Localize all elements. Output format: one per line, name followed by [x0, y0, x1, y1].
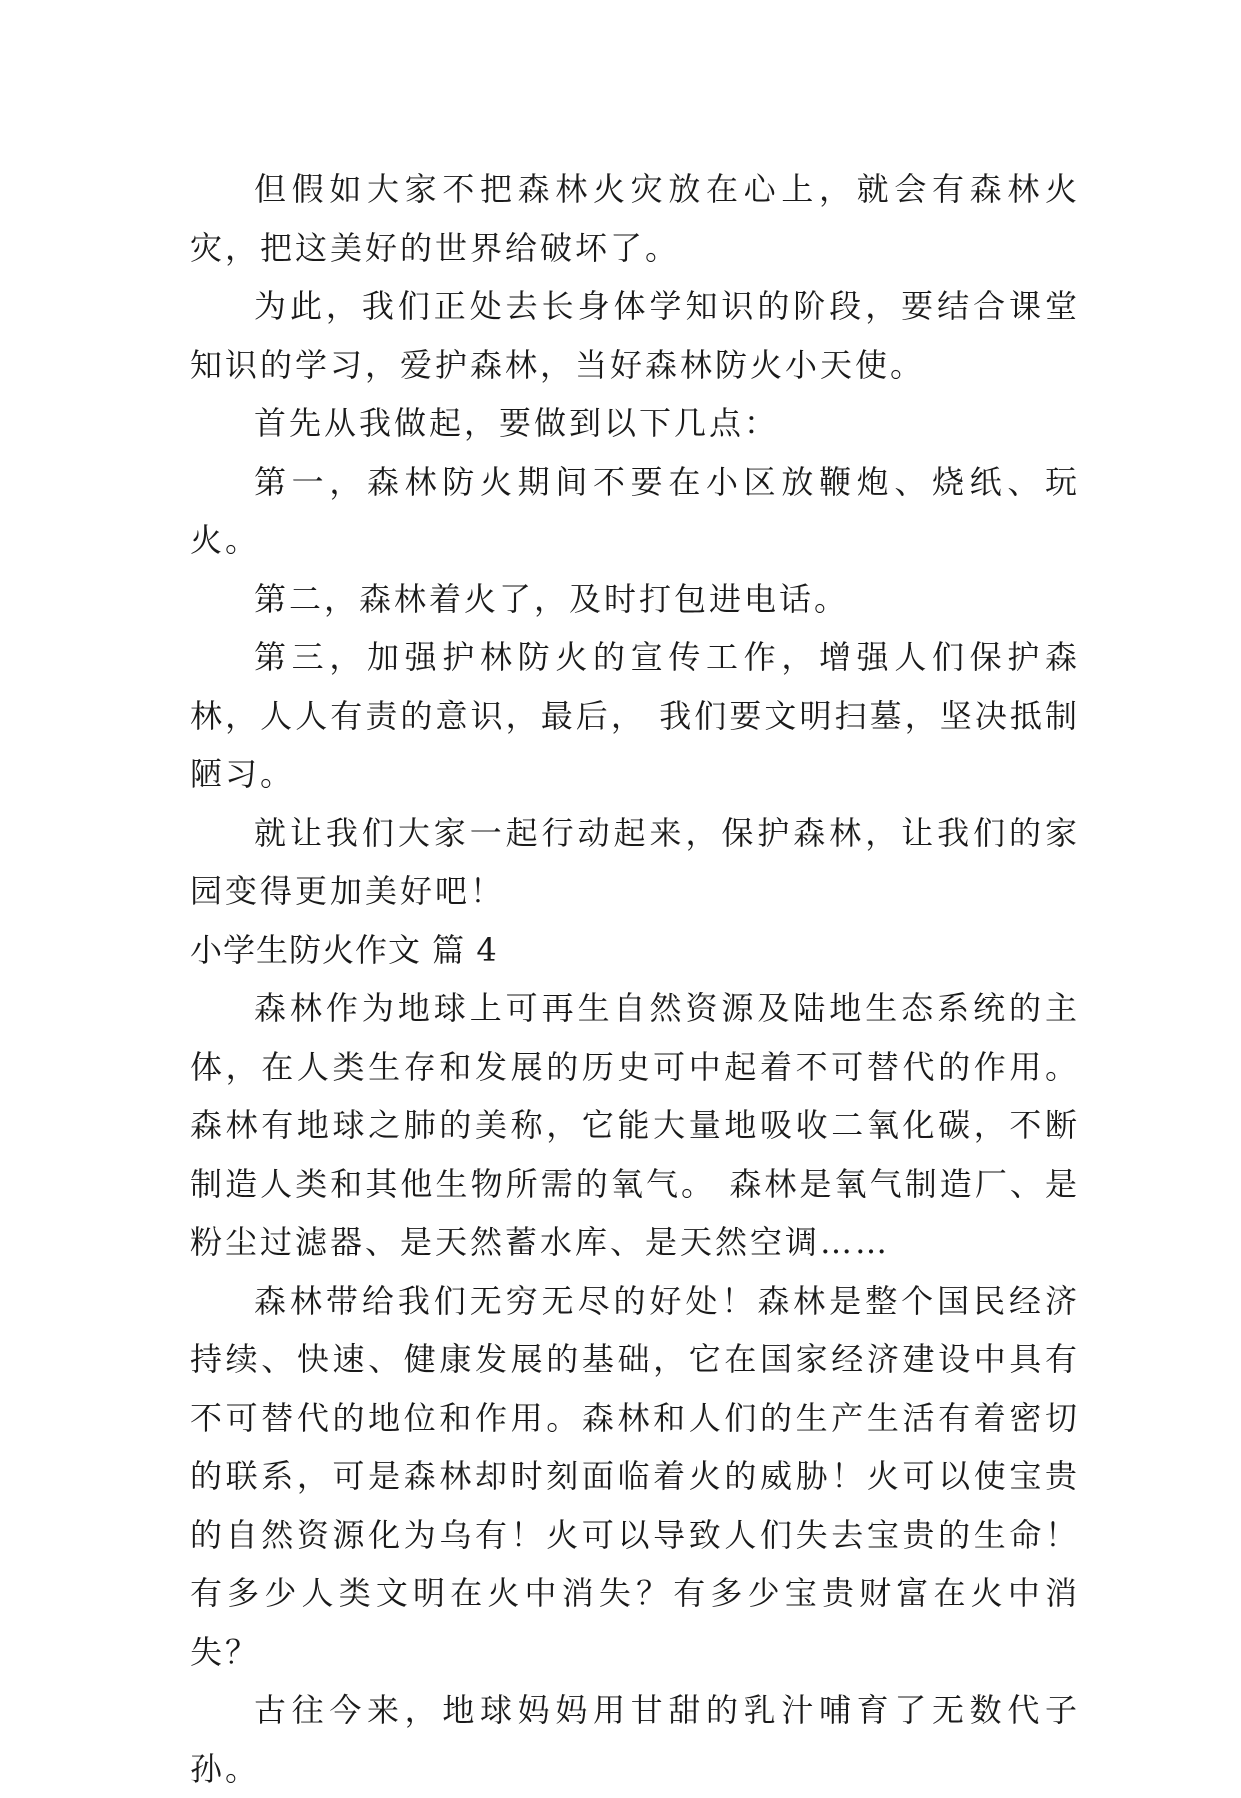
- paragraph: 第三，加强护林防火的宣传工作，增强人们保护森林，人人有责的意识，最后， 我们要文明扫墓，坚决抵制陋习。: [190, 638, 1080, 793]
- paragraph: 森林带给我们无穷无尽的好处！森林是整个国民经济持续、快速、健康发展的基础，它在国家经济建设中具有不可替代的地位和作用。森林和人们的生产生活有着密切的联系，可是森林却时刻面临着火的威胁！火可以使宝贵的自然资源化为乌有！火可以导致人们失去宝贵的生命！有多少人类文明在火中消失？有多少宝贵财富在火中消失？: [190, 1281, 1080, 1671]
- paragraph: 森林作为地球上可再生自然资源及陆地生态系统的主体，在人类生存和发展的历史可中起着不可替代的作用。森林有地球之肺的美称，它能大量地吸收二氧化碳，不断制造人类和其他生物所需的氧气。 森林是氧气制造厂、是粉尘过滤器、是天然蓄水库、是天然空调……: [190, 989, 1080, 1261]
- section-heading: 小学生防火作文 篇 4: [190, 930, 498, 969]
- paragraph: 但假如大家不把森林火灾放在心上，就会有森林火灾，把这美好的世界给破坏了。: [190, 170, 1080, 267]
- paragraph: 第一，森林防火期间不要在小区放鞭炮、烧纸、玩火。: [190, 462, 1080, 559]
- paragraph: 就让我们大家一起行动起来，保护森林，让我们的家园变得更加美好吧！: [190, 813, 1080, 910]
- paragraph: 古往今来，地球妈妈用甘甜的乳汁哺育了无数代子孙。: [190, 1691, 1080, 1788]
- paragraph: 第二，森林着火了，及时打包进电话。: [254, 579, 850, 618]
- paragraph: 首先从我做起，要做到以下几点：: [254, 404, 780, 442]
- document-body: [190, 160, 1080, 1798]
- paragraph: 为此，我们正处去长身体学知识的阶段，要结合课堂知识的学习，爱护森林，当好森林防火小天使。: [190, 287, 1080, 384]
